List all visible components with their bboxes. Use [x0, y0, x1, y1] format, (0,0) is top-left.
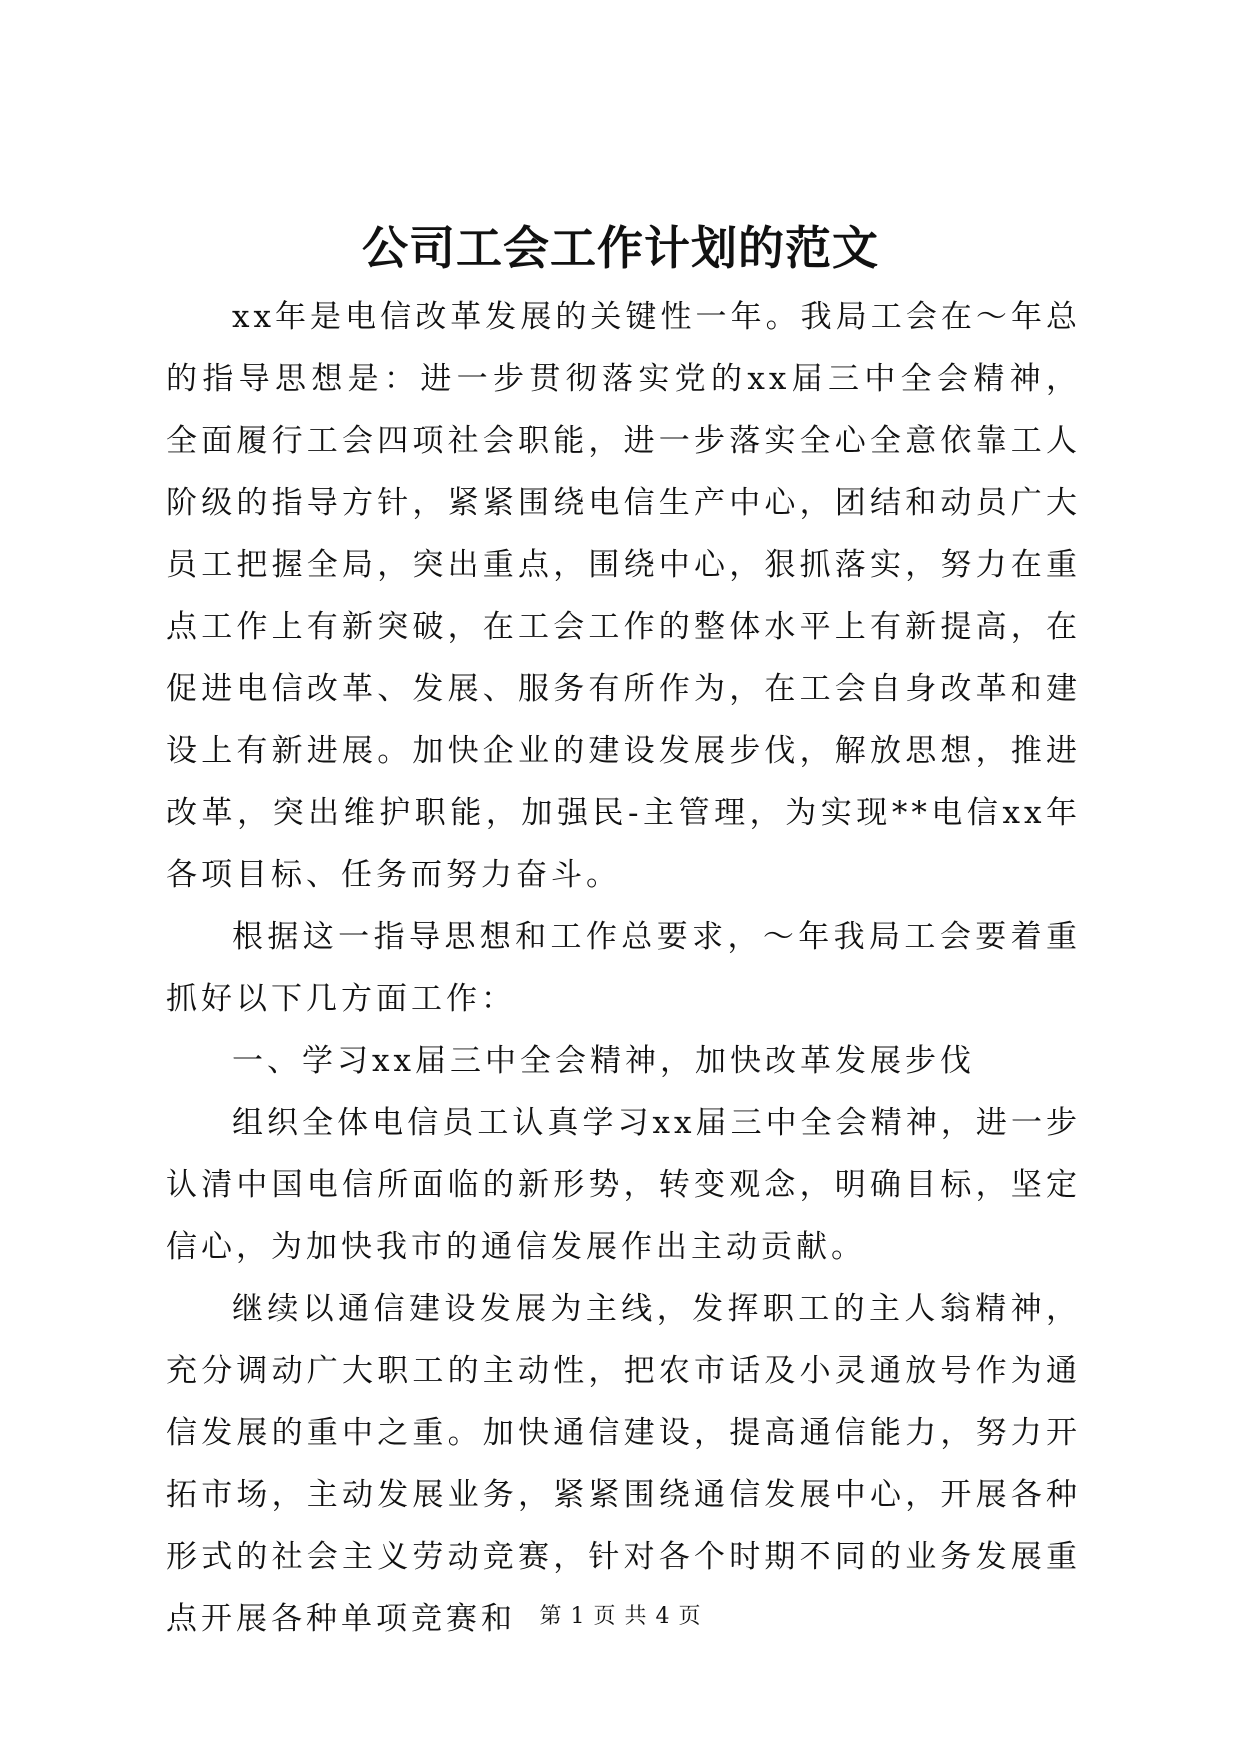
paragraph-development: 继续以通信建设发展为主线，发挥职工的主人翁精神，充分调动广大职工的主动性，把农市话及小灵通放号作为通信发展的重中之重。加快通信建设，提高通信能力，努力开拓市场，主动发展业务，紧紧围绕通信发展中心，开展各种形式的社会主义劳动竞赛，针对各个时期不同的业务发展重点开展各种单项竞赛和: [166, 1291, 1081, 1637]
document-title: 公司工会工作计划的范文: [362, 221, 879, 275]
paragraph-study: 组织全体电信员工认真学习xx届三中全会精神，进一步认清中国电信所面临的新形势，转变观念，明确目标，坚定信心，为加快我市的通信发展作出主动贡献。: [166, 1105, 1081, 1265]
paragraph-summary: 根据这一指导思想和工作总要求，～年我局工会要着重抓好以下几方面工作：: [166, 919, 1081, 1017]
page-footer: 第 1 页 共 4 页: [539, 1604, 702, 1629]
document-body: [166, 286, 1081, 1650]
section-heading-1: 一、学习xx届三中全会精神，加快改革发展步伐: [232, 1043, 975, 1079]
paragraph-intro: xx年是电信改革发展的关键性一年。我局工会在～年总的指导思想是：进一步贯彻落实党的xx届三中全会精神，全面履行工会四项社会职能，进一步落实全心全意依靠工人阶级的指导方针，紧紧围绕电信生产中心，团结和动员广大员工把握全局，突出重点，围绕中心，狠抓落实，努力在重点工作上有新突破，在工会工作的整体水平上有新提高，在促进电信改革、发展、服务有所作为，在工会自身改革和建设上有新进展。加快企业的建设发展步伐，解放思想，推进改革，突出维护职能，加强民-主管理，为实现**电信xx年各项目标、任务而努力奋斗。: [166, 299, 1081, 893]
